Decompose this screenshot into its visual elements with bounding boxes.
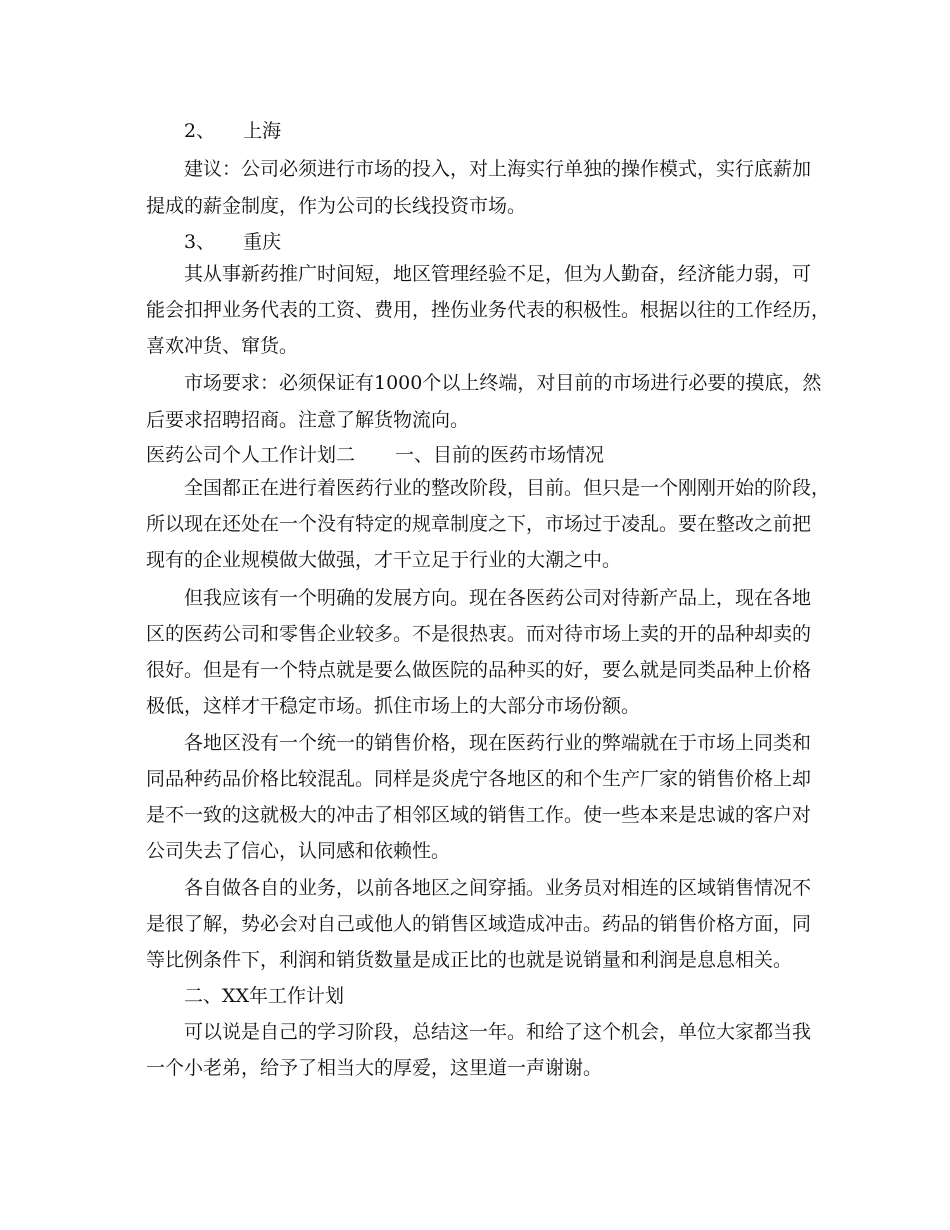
- paragraph-line: 能会扣押业务代表的工资、费用，挫伤业务代表的积极性。根据以往的工作经历，: [146, 299, 831, 321]
- paragraph-line: 区的医药公司和零售企业较多。不是很热衷。而对待市场上卖的开的品种却卖的: [146, 623, 812, 645]
- list-heading-text: 重庆: [243, 231, 282, 253]
- paragraph-line: 是很了解，势必会对自己或他人的销售区域造成冲击。药品的销售价格方面，同: [146, 913, 812, 935]
- paragraph-line: 喜欢冲货、窜货。: [146, 335, 299, 357]
- paragraph-line: 同品种药品价格比较混乱。同样是炎虎宁各地区的和个生产厂家的销售价格上却: [146, 768, 812, 790]
- list-heading-chongqing: [184, 230, 281, 254]
- paragraph-line: 市场要求：必须保证有1000个以上终端，对目前的市场进行必要的摸底，然: [184, 372, 822, 394]
- list-number: 3、: [184, 231, 216, 253]
- paragraph-line: 一个小老弟，给予了相当大的厚爱，这里道一声谢谢。: [146, 1057, 603, 1079]
- paragraph-line: 极低，这样才干稳定市场。抓住市场上的大部分市场份额。: [146, 695, 641, 717]
- paragraph-line: 其从事新药推广时间短，地区管理经验不足，但为人勤奋，经济能力弱，可: [184, 263, 812, 285]
- section-title: 一、目前的医药市场情况: [395, 444, 605, 466]
- list-heading-text: 上海: [243, 120, 282, 142]
- paragraph-line: 可以说是自己的学习阶段，总结这一年。和给了这个机会，单位大家都当我: [184, 1021, 812, 1043]
- paragraph-line: 是不一致的这就极大的冲击了相邻区域的销售工作。使一些本来是忠诚的客户对: [146, 804, 812, 826]
- paragraph-line: 各自做各自的业务，以前各地区之间穿插。业务员对相连的区域销售情况不: [184, 877, 812, 899]
- paragraph-line: 后要求招聘招商。注意了解货物流向。: [146, 409, 470, 431]
- paragraph-line: 公司失去了信心，认同感和依赖性。: [146, 840, 451, 862]
- paragraph-line: 各地区没有一个统一的销售价格，现在医药行业的弊端就在于市场上同类和: [184, 732, 812, 754]
- section-heading: [146, 443, 604, 467]
- list-heading-shanghai: [184, 119, 281, 143]
- paragraph-line: 全国都正在进行着医药行业的整改阶段，目前。但只是一个刚刚开始的阶段，: [184, 477, 831, 499]
- paragraph-line: 但我应该有一个明确的发展方向。现在各医药公司对待新产品上，现在各地: [184, 587, 812, 609]
- paragraph-line: 提成的薪金制度，作为公司的长线投资市场。: [146, 195, 527, 217]
- list-number: 2、: [184, 120, 216, 142]
- doc-title: 医药公司个人工作计划二: [146, 444, 356, 466]
- paragraph-line: 现有的企业规模做大做强，才干立足于行业的大潮之中。: [146, 549, 622, 571]
- paragraph-line: 所以现在还处在一个没有特定的规章制度之下，市场过于凌乱。要在整改之前把: [146, 513, 812, 535]
- paragraph-line: 很好。但是有一个特点就是要么做医院的品种买的好，要么就是同类品种上价格: [146, 659, 812, 681]
- section-heading: 二、XX年工作计划: [184, 985, 345, 1007]
- paragraph-line: 等比例条件下，利润和销货数量是成正比的也就是说销量和利润是息息相关。: [146, 949, 793, 971]
- paragraph-line: 建议：公司必须进行市场的投入，对上海实行单独的操作模式，实行底薪加: [184, 158, 812, 180]
